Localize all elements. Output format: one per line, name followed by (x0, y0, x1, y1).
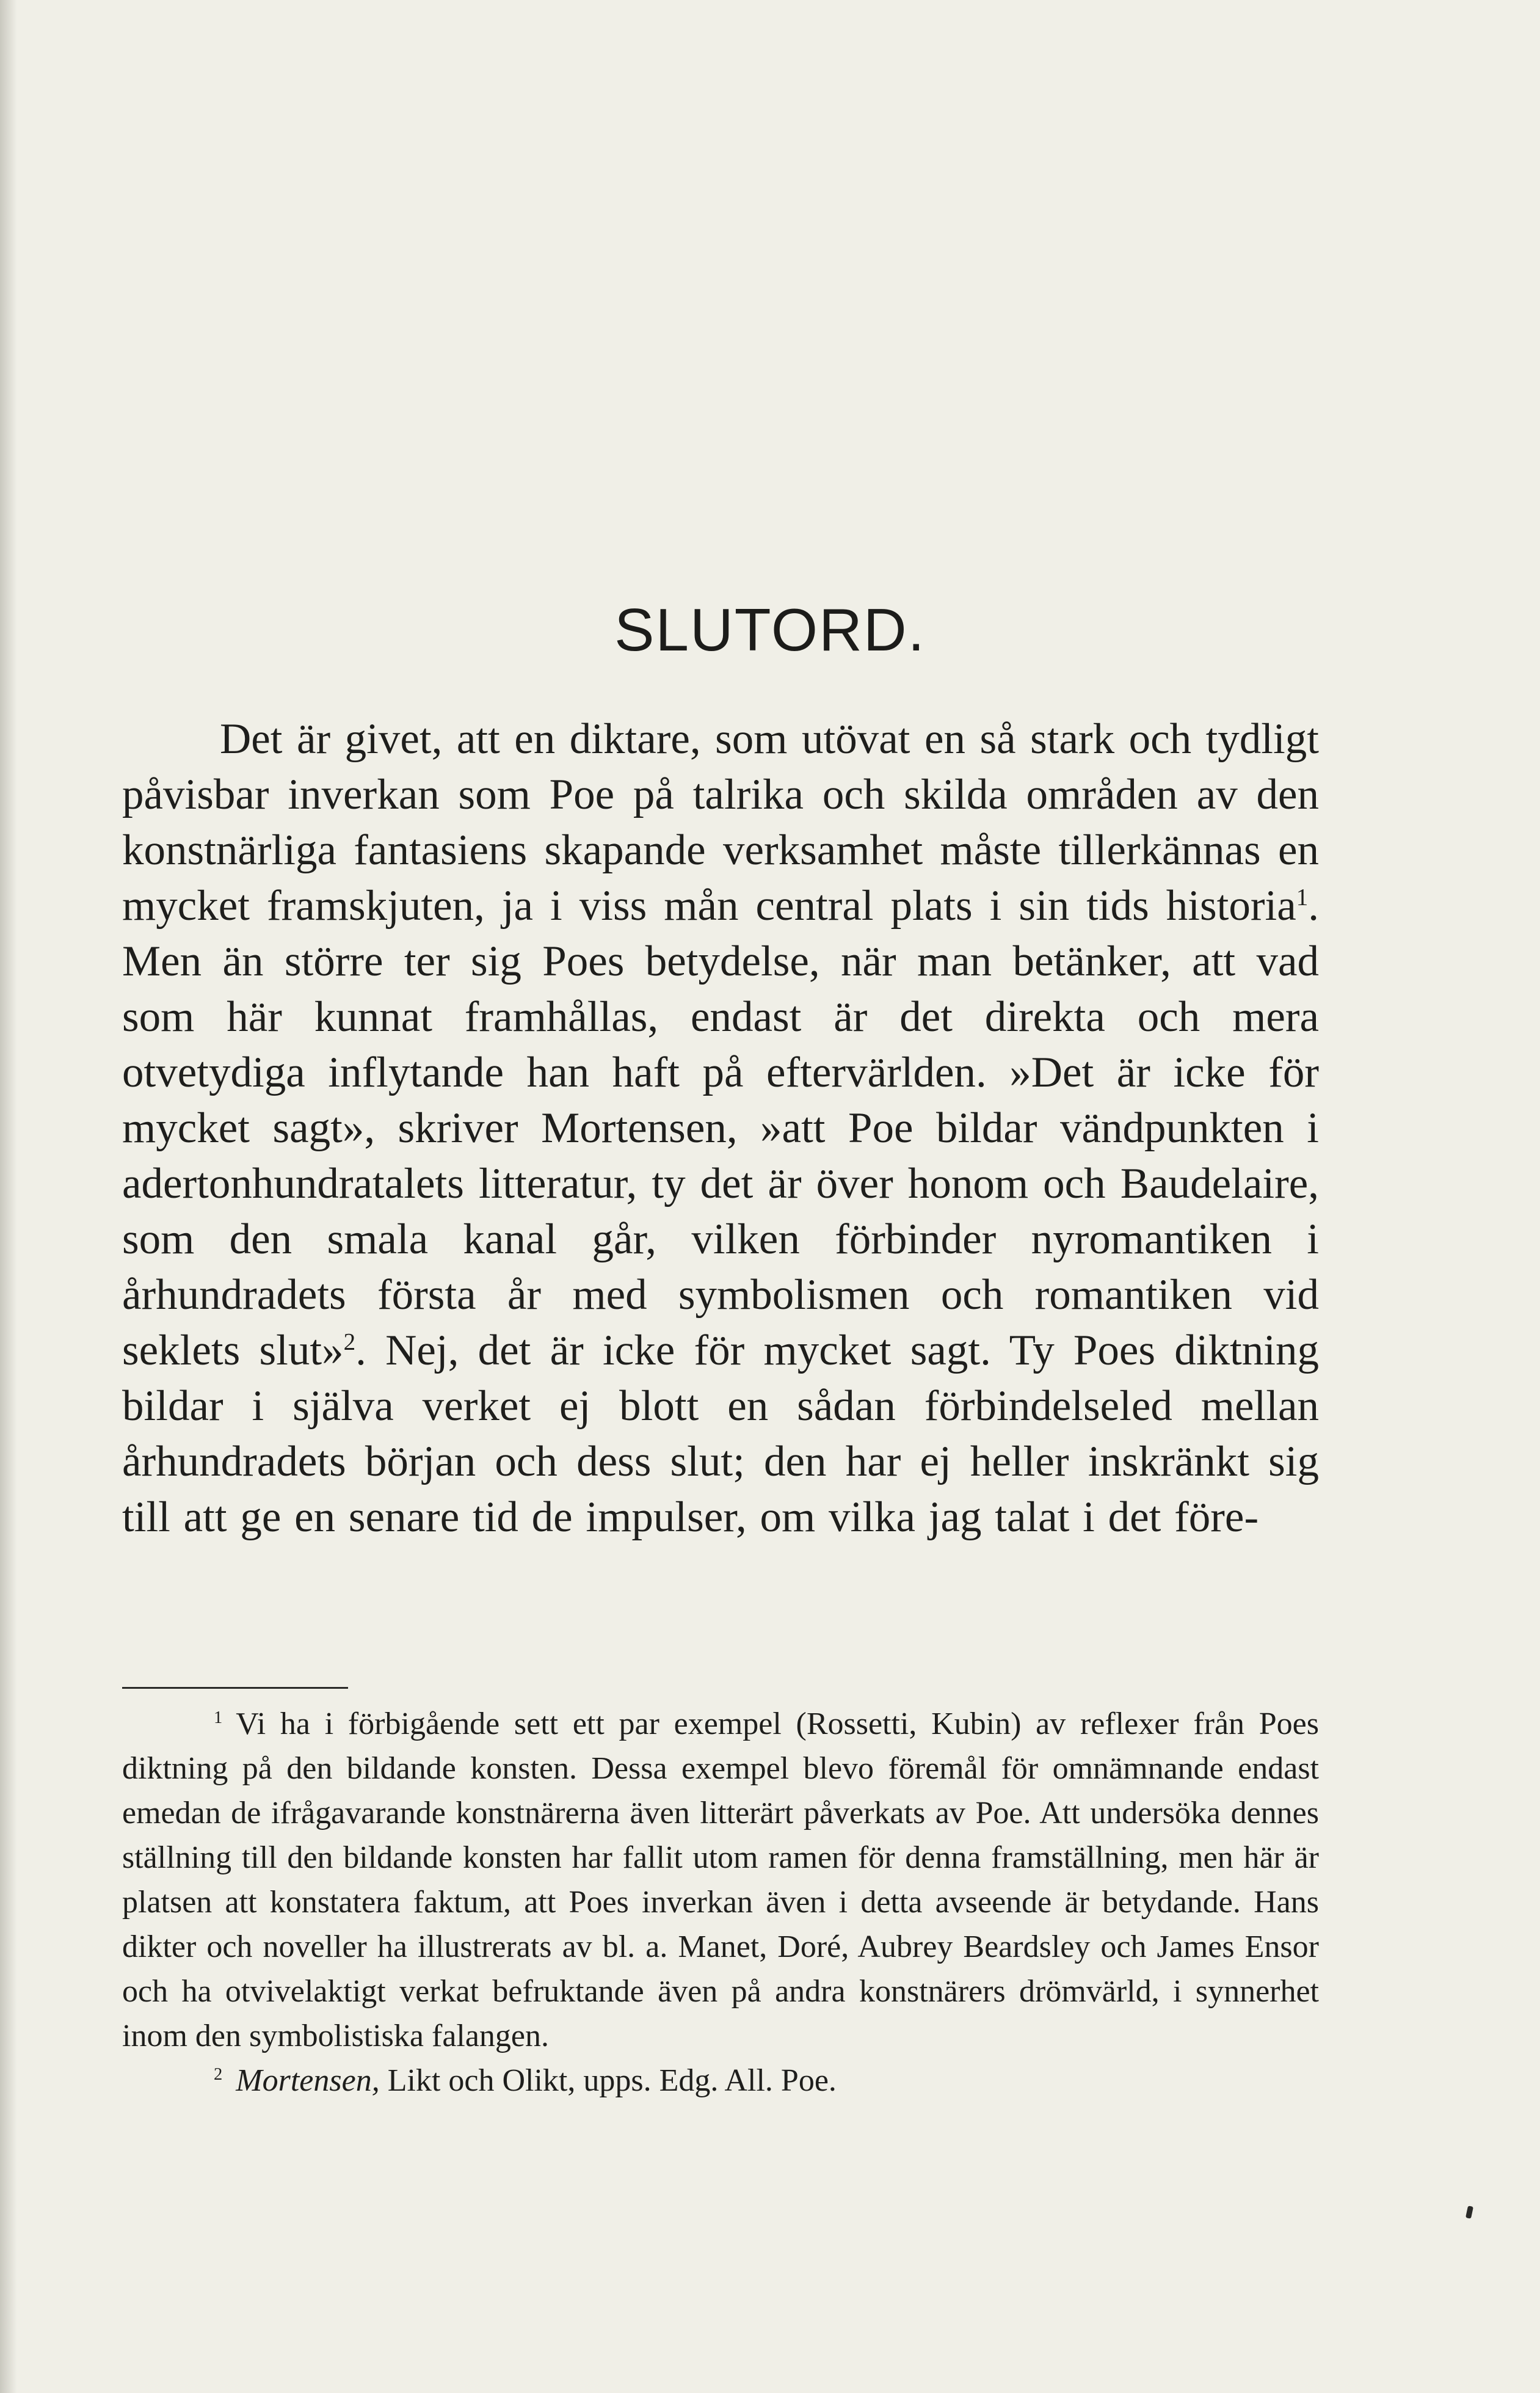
ink-speck (1466, 2205, 1473, 2218)
body-text-part-3: . Nej, det är icke för mycket sagt. Ty Poes diktning bildar i själva verket ej blott en sådan förbindelseled mellan århundradets början och dess slut; den har ej heller inskränkt sig till att ge en senare tid de impulser, om vilka jag talat i det före- (122, 1327, 1319, 1541)
page-edge-shadow (0, 0, 17, 2393)
footnotes (122, 1702, 1319, 2103)
chapter-title: SLUTORD. (614, 596, 926, 663)
footnote-marker-2: 2 (214, 2064, 223, 2084)
body-text-part-2: . Men än större ter sig Poes betydelse, när man betänker, att vad som här kunnat framhållas, endast är det direkta och mera otvetydiga inflytande han haft på eftervärlden. »Det är icke för mycket sagt», skriver Mortensen, »att Poe bildar vändpunkten i adertonhundratalets litteratur, ty det är över honom och Baudelaire, som den smala kanal går, vilken förbinder nyromantiken i århundradets första år med symbolismen och romantiken vid seklets slut» (122, 882, 1319, 1374)
footnote-2 (122, 2058, 1319, 2103)
footnote-text-1: Vi ha i förbigående sett ett par exempel (Rossetti, Kubin) av reflexer från Poes diktning på den bildande konsten. Dessa exempel blevo föremål för omnämnande endast emedan de ifrågavarande konstnärerna även litterärt påverkats av Poe. Att undersöka dennes ställning till den bildande konsten har fallit utom ramen för denna framställning, men här är platsen att konstatera faktum, att Poes inverkan även i detta avseende är betydande. Hans dikter och noveller ha illustrerats av bl. a. Manet, Doré, Aubrey Beardsley och James Ensor och ha otvivelaktigt verkat befruktande även på andra konstnärers drömvärld, i synnerhet inom den symbolistiska falangen. (122, 1706, 1319, 2053)
footnote-ref-2: 2 (343, 1328, 356, 1355)
footnote-text-2: Likt och Olikt, upps. Edg. All. Poe. (387, 2063, 837, 2098)
footnote-author-2: Mortensen, (236, 2063, 380, 2098)
body-text-part-1: Det är givet, att en diktare, som utövat en så stark och tydligt påvisbar inverkan som Poe på talrika och skilda områden av den konstnärliga fantasiens skapande verksamhet måste tillerkännas en mycket framskjuten, ja i viss mån central plats i sin tids historia (122, 715, 1319, 930)
body-paragraph (122, 712, 1319, 1545)
footnote-1 (122, 1702, 1319, 2058)
footnote-separator (122, 1687, 348, 1689)
footnote-ref-1: 1 (1296, 884, 1309, 911)
footnote-marker-1: 1 (214, 1708, 223, 1727)
